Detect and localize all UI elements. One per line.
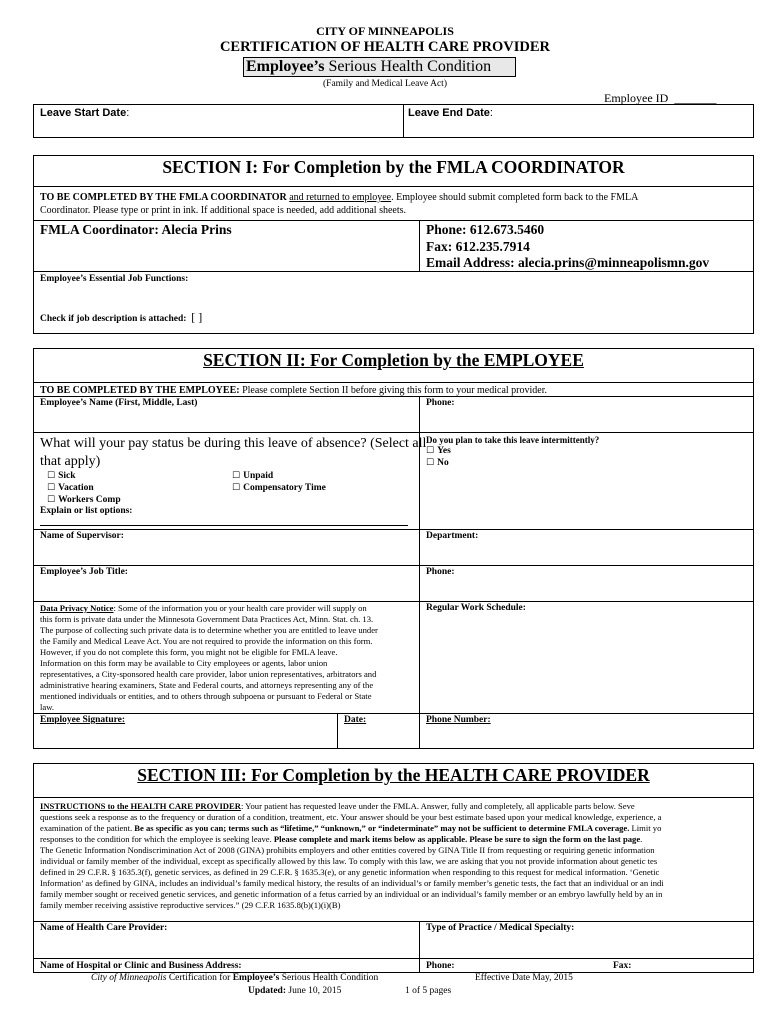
practice-specialty-field[interactable]: Type of Practice / Medical Specialty: <box>426 923 575 933</box>
pay-options-right <box>232 470 326 494</box>
city-name: CITY OF MINNEAPOLIS <box>316 24 454 38</box>
provider-fax-field[interactable]: Fax: <box>613 961 632 971</box>
employee-signature-field[interactable]: Employee Signature: <box>40 715 126 725</box>
leave-end-date-field[interactable]: Leave End Date: <box>408 107 493 119</box>
employee-phone-field[interactable]: Phone: <box>426 398 455 408</box>
footer-updated: Updated: June 10, 2015 <box>248 986 342 996</box>
pay-option-vacation[interactable]: ☐ Vacation <box>47 483 94 493</box>
coordinator-phone: Phone: 612.673.5460 <box>426 222 545 237</box>
form-title: CERTIFICATION OF HEALTH CARE PROVIDER <box>219 39 551 55</box>
pay-option-unpaid[interactable]: ☐ Unpaid <box>232 471 274 481</box>
section-2-heading: SECTION II: For Completion by the EMPLOYEE <box>203 350 584 370</box>
checkbox-icon[interactable]: ☐ <box>426 446 435 456</box>
act-name: (Family and Medical Leave Act) <box>323 79 447 89</box>
section-3-heading: SECTION III: For Completion by the HEALTH CARE PROVIDER <box>137 765 650 785</box>
footer-effective-date: Effective Date May, 2015 <box>475 973 573 983</box>
pay-option-workers-comp[interactable]: ☐ Workers Comp <box>47 495 121 505</box>
coordinator-fax: Fax: 612.235.7914 <box>426 238 530 254</box>
signature-date-field[interactable]: Date: <box>344 715 367 725</box>
employee-name-field[interactable]: Employee’s Name (First, Middle, Last) <box>40 398 198 408</box>
checkbox-icon[interactable]: ☐ <box>232 471 241 481</box>
checkbox-icon[interactable]: ☐ <box>47 483 56 493</box>
phone-field-2[interactable]: Phone: <box>426 567 455 577</box>
job-description-check[interactable]: Check if job description is attached: [ ] <box>40 310 203 324</box>
department-field[interactable]: Department: <box>426 531 479 541</box>
pay-option-comp-time[interactable]: ☐ Compensatory Time <box>232 483 326 493</box>
intermittent-no-option[interactable]: ☐ No <box>426 458 449 468</box>
subtitle-bold: Employee’s <box>246 58 325 75</box>
work-schedule-field[interactable]: Regular Work Schedule: <box>426 603 526 613</box>
leave-dates-box <box>33 104 754 138</box>
employee-id-label: Employee ID _______ <box>604 91 717 105</box>
phone-number-field[interactable]: Phone Number: <box>426 715 491 725</box>
pay-options-left <box>47 470 121 506</box>
checkbox-icon[interactable]: ☐ <box>47 495 56 505</box>
pay-option-sick[interactable]: ☐ Sick <box>47 471 76 481</box>
job-description-checkbox[interactable]: [ ] <box>191 310 203 324</box>
form-subtitle <box>243 57 516 77</box>
coordinator-email: Email Address: alecia.prins@minneapolismn.gov <box>426 255 710 270</box>
job-title-field[interactable]: Employee’s Job Title: <box>40 567 128 577</box>
checkbox-icon[interactable]: ☐ <box>232 483 241 493</box>
section-2-instructions: TO BE COMPLETED BY THE EMPLOYEE: Please complete Section II before giving this form to your medical provider. <box>40 385 547 396</box>
data-privacy-notice: Data Privacy Notice: Some of the information you or your health care provider will supply on this form is private data under the Minnesota Government Data Practices Act, Minn. Stat. ch. 13. The purpose of collecting such private data is to determine whether you are entitled to leave under the Family and Medical Leave Act. You are not required to provide the information on this form. However, if you do not complete this form, you might not be eligible for FMLA leave. Information on this form may be available to City employees or agents, labor union representatives, a City-sponsored health care provider, labor union representatives, arbitrators and administrative hearing examiners, State and Federal courts, and attorneys representing any of the mentioned individuals or entities, and to others through subpoena or pursuant to Federal or State law. <box>40 603 378 712</box>
intermittent-question: Do you plan to take this leave intermittently? <box>426 435 600 445</box>
supervisor-field[interactable]: Name of Supervisor: <box>40 531 124 541</box>
footer-page-number: 1 of 5 pages <box>405 986 452 996</box>
subtitle-rest: Serious Health Condition <box>324 58 492 75</box>
footer-form-name: City of Minneapolis Certification for Employee’s Serious Health Condition <box>91 973 379 983</box>
intermittent-yes-option[interactable]: ☐ Yes <box>426 446 451 456</box>
section-1-instructions: TO BE COMPLETED BY THE FMLA COORDINATOR and returned to employee. Employee should submit completed form back to the FMLA Coordinator. Please type or print in ink. If additional space is needed, add additional sheets. <box>40 192 639 216</box>
provider-phone-field[interactable]: Phone: <box>426 961 455 971</box>
leave-start-date-field[interactable]: Leave Start Date: <box>40 107 130 119</box>
explain-options-line[interactable] <box>40 525 408 526</box>
checkbox-icon[interactable]: ☐ <box>426 458 435 468</box>
hospital-address-field[interactable]: Name of Hospital or Clinic and Business Address: <box>40 961 242 971</box>
provider-instructions: INSTRUCTIONS to the HEALTH CARE PROVIDER: Your patient has requested leave under the FMLA. Answer, fully and completely, all applicable parts below. Seve questions seek a response as to the frequency or duration of a condition, treatment, etc. Your answer should be your best estimate based upon your medical knowledge, experience, a examination of the patient. Be as specific as you can; terms such as “lifetime,” “unknown,” or “indeterminate” may not be sufficient to determine FMLA coverage. Limit yo responses to the condition for which the employee is seeking leave. Please complete and mark items below as applicable. Please be sure to sign the form on the last page. The Genetic Information Nondiscrimination Act of 2008 (GINA) prohibits employers and other entities covered by GINA Title II from requesting or requiring genetic information individual or family member of the individual, except as specifically allowed by this law. To comply with this law, we are asking that you not provide information about genetic tes defined in 29 C.F.R. § 1635.3(f), genetic services, as defined in 29 C.F.R. § 1635.3(e), or any genetic information when responding to this request for medical information. ‘Genetic Information’ as defined by GINA, includes an individual’s family medical history, the results of an individual’s or family member’s genetic tests, the fact that an individual or an indi family member sought or received genetic services, and genetic information of a fetus carried by an individual or an individual’s family member or an embryo lawfully held by an in family member receiving assistive reproductive services.” (29 C.F.R 1635.8(b)(1)(i)(B) <box>40 801 664 910</box>
coordinator-contact <box>426 222 709 272</box>
job-functions-label: Employee’s Essential Job Functions: <box>40 274 189 284</box>
fmla-coordinator: FMLA Coordinator: Alecia Prins <box>40 222 232 237</box>
provider-name-field[interactable]: Name of Health Care Provider: <box>40 923 168 933</box>
section-1-heading: SECTION I: For Completion by the FMLA COORDINATOR <box>162 157 625 177</box>
checkbox-icon[interactable]: ☐ <box>47 471 56 481</box>
explain-options-label: Explain or list options: <box>40 506 133 516</box>
pay-status-question: What will your pay status be during this leave of absence? (Select all that apply) <box>40 436 427 469</box>
